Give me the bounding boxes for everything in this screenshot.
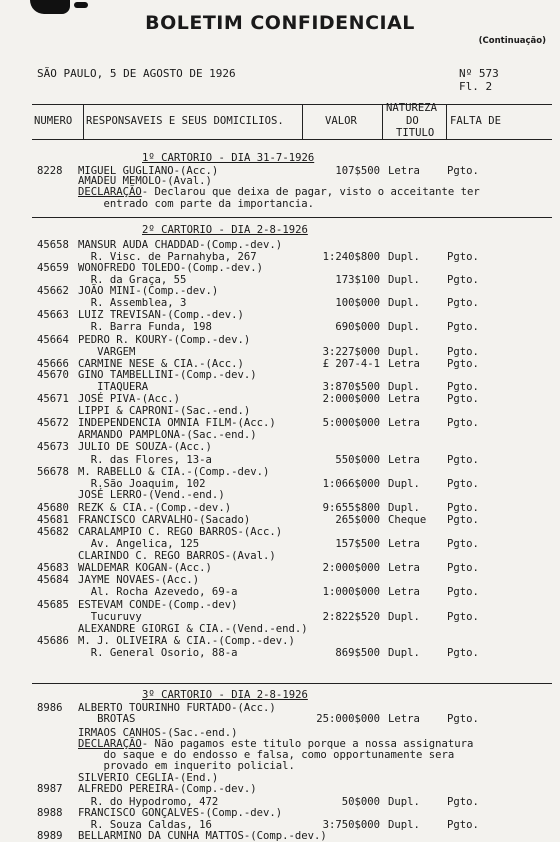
- entry-missing: Pgto.: [447, 393, 479, 405]
- entry-text: ALEXANDRE GIORGI & CIA.-(Vend.-end.): [78, 623, 308, 635]
- page-title: BOLETIM CONFIDENCIAL: [145, 12, 415, 34]
- entry-value: 690$000: [335, 321, 380, 333]
- column-header-natureza-titulo: TITULO: [396, 127, 435, 139]
- entry-text: INDEPENDENCIA OMNIA FILM-(Acc.): [78, 417, 276, 429]
- column-header-valor: VALOR: [325, 115, 357, 127]
- entry-title-type: Letra: [388, 586, 420, 598]
- section-heading-2: 2º CARTORIO - DIA 2-8-1926: [142, 224, 308, 236]
- entry-value: 869$500: [335, 647, 380, 659]
- entry-text: JOSÉ PIVA-(Acc.): [78, 393, 181, 405]
- entry-title-type: Letra: [388, 358, 420, 370]
- column-divider: [302, 104, 303, 139]
- entry-title-type: Dupl.: [388, 611, 420, 623]
- entry-title-type: Dupl.: [388, 819, 420, 831]
- entry-number: 45659: [37, 262, 69, 274]
- entry-missing: Pgto.: [447, 297, 479, 309]
- entry-title-type: Dupl.: [388, 478, 420, 490]
- entry-text: R. General Osorio, 88-a: [78, 647, 238, 659]
- entry-text: R. Assemblea, 3: [78, 297, 187, 309]
- entry-text: LIPPI & CAPRONI-(Sac.-end.): [78, 405, 251, 417]
- entry-value: 100$000: [335, 297, 380, 309]
- column-divider: [382, 104, 383, 139]
- entry-text: R. Souza Caldas, 16: [78, 819, 212, 831]
- entry-missing: Pgto.: [447, 454, 479, 466]
- entry-value: 265$000: [335, 514, 380, 526]
- entry-title-type: Letra: [388, 417, 420, 429]
- column-divider: [83, 104, 84, 139]
- entry-title-type: Letra: [388, 713, 420, 725]
- entry-text: WALDEMAR KOGAN-(Acc.): [78, 562, 212, 574]
- column-header-natureza-do: DO: [406, 115, 419, 127]
- entry-title-type: Dupl.: [388, 321, 420, 333]
- entry-text: ARMANDO PAMPLONA-(Sac.-end.): [78, 429, 257, 441]
- entry-text: SILVERIO CEGLIA-(End.): [78, 772, 219, 784]
- entry-value: 1:066$000: [322, 478, 380, 490]
- continuation-note: (Continuação): [478, 36, 546, 46]
- entry-title-type: Letra: [388, 165, 420, 177]
- entry-title-type: Letra: [388, 538, 420, 550]
- entry-value: 3:227$000: [322, 346, 380, 358]
- entry-text: ALBERTO TOURINHO FURTADO-(Acc.): [78, 702, 276, 714]
- entry-text: R. Visc. de Parnahyba, 267: [78, 251, 257, 263]
- entry-text: REZK & CIA.-(Comp.-dev.): [78, 502, 232, 514]
- entry-title-type: Dupl.: [388, 251, 420, 263]
- entry-title-type: Dupl.: [388, 502, 420, 514]
- entry-text: JULIO DE SOUZA-(Acc.): [78, 441, 212, 453]
- entry-missing: Pgto.: [447, 562, 479, 574]
- entry-value: 5:000$000: [322, 417, 380, 429]
- entry-value: 3:750$000: [322, 819, 380, 831]
- entry-number: 8986: [37, 702, 63, 714]
- entry-missing: Pgto.: [447, 647, 479, 659]
- entry-text: FRANCISCO CARVALHO-(Sacado): [78, 514, 251, 526]
- entry-value: 550$000: [335, 454, 380, 466]
- entry-text: ITAQUERA: [78, 381, 149, 393]
- entry-missing: Pgto.: [447, 514, 479, 526]
- entry-missing: Pgto.: [447, 502, 479, 514]
- header-rule-bottom: [32, 139, 552, 140]
- entry-value: 1:000$000: [322, 586, 380, 598]
- entry-number: 45684: [37, 574, 69, 586]
- entry-missing: Pgto.: [447, 358, 479, 370]
- entry-text: MANSUR AUDA CHADDAD-(Comp.-dev.): [78, 239, 283, 251]
- entry-number: 45664: [37, 334, 69, 346]
- entry-text: do saque e do endosso e falsa, como opportunamente sera: [78, 749, 455, 761]
- entry-number: 45672: [37, 417, 69, 429]
- entry-text: CARALAMPIO C. REGO BARROS-(Acc.): [78, 526, 283, 538]
- entry-value: 2:822$520: [322, 611, 380, 623]
- entry-title-type: Cheque: [388, 514, 427, 526]
- entry-missing: Pgto.: [447, 321, 479, 333]
- entry-number: 45662: [37, 285, 69, 297]
- entry-text: BELLARMINO DA CUNHA MATTOS-(Comp.-dev.): [78, 830, 327, 842]
- entry-text: CARMINE NESE & CIA.-(Acc.): [78, 358, 244, 370]
- entry-missing: Pgto.: [447, 251, 479, 263]
- section-rule: [32, 683, 552, 684]
- entry-missing: Pgto.: [447, 165, 479, 177]
- entry-text: CLARINDO C. REGO BARROS-(Aval.): [78, 550, 276, 562]
- entry-value: 2:000$000: [322, 393, 380, 405]
- entry-text: ESTEVAM CONDE-(Comp.-dev): [78, 599, 238, 611]
- entry-number: 45681: [37, 514, 69, 526]
- entry-number: 45658: [37, 239, 69, 251]
- entry-missing: Pgto.: [447, 819, 479, 831]
- entry-text: ALFREDO PEREIRA-(Comp.-dev.): [78, 783, 257, 795]
- entry-text: Tucuruvy: [78, 611, 142, 623]
- entry-text: DECLARAÇÃO- Declarou que deixa de pagar, visto o acceitante ter: [78, 186, 480, 198]
- entry-number: 8988: [37, 807, 63, 819]
- entry-number: 8987: [37, 783, 63, 795]
- entry-value: 2:000$000: [322, 562, 380, 574]
- entry-text: BROTAS: [78, 713, 136, 725]
- entry-title-type: Dupl.: [388, 796, 420, 808]
- section-heading-1: 1º CARTORIO - DIA 31-7-1926: [142, 152, 315, 164]
- entry-missing: Pgto.: [447, 478, 479, 490]
- entry-title-type: Letra: [388, 454, 420, 466]
- entry-text: JAYME NOVAES-(Acc.): [78, 574, 200, 586]
- entry-value: 9:655$800: [322, 502, 380, 514]
- entry-title-type: Dupl.: [388, 381, 420, 393]
- entry-text: Av. Angelica, 125: [78, 538, 200, 550]
- entry-number: 45670: [37, 369, 69, 381]
- entry-number: 45680: [37, 502, 69, 514]
- entry-text: IRMAOS CANHOS-(Sac.-end.): [78, 727, 238, 739]
- entry-value: 157$500: [335, 538, 380, 550]
- entry-text: Al. Rocha Azevedo, 69-a: [78, 586, 238, 598]
- entry-missing: Pgto.: [447, 796, 479, 808]
- entry-text: JOÃO MINI-(Comp.-dev.): [78, 285, 219, 297]
- entry-missing: Pgto.: [447, 381, 479, 393]
- entry-text: AMADEU MEMOLO-(Aval.): [78, 175, 212, 187]
- column-header-falta: FALTA DE: [450, 115, 502, 127]
- entry-missing: Pgto.: [447, 586, 479, 598]
- column-header-responsaveis: RESPONSAVEIS E SEUS DOMICILIOS.: [86, 115, 284, 127]
- entry-value: 25:000$000: [316, 713, 380, 725]
- entry-missing: Pgto.: [447, 538, 479, 550]
- entry-text: R. das Flores, 13-a: [78, 454, 212, 466]
- entry-missing: Pgto.: [447, 417, 479, 429]
- sheet-number: Fl. 2: [459, 80, 493, 93]
- section-rule: [32, 217, 552, 218]
- entry-number: 45685: [37, 599, 69, 611]
- entry-text: FRANCISCO GONÇALVES-(Comp.-dev.): [78, 807, 283, 819]
- entry-text: M. J. OLIVEIRA & CIA.-(Comp.-dev.): [78, 635, 295, 647]
- column-divider: [446, 104, 447, 139]
- entry-text: WONOFREDO TOLEDO-(Comp.-dev.): [78, 262, 263, 274]
- entry-text: MIGUEL GUGLIANO-(Acc.): [78, 165, 219, 177]
- column-header-numero: NUMERO: [34, 115, 73, 127]
- entry-text: M. RABELLO & CIA.-(Comp.-dev.): [78, 466, 270, 478]
- entry-text: R. Barra Funda, 198: [78, 321, 212, 333]
- entry-title-type: Dupl.: [388, 346, 420, 358]
- entry-value: 3:870$500: [322, 381, 380, 393]
- header-rule-top: [32, 104, 552, 105]
- entry-text: R. do Hypodromo, 472: [78, 796, 219, 808]
- entry-title-type: Letra: [388, 393, 420, 405]
- entry-number: 45682: [37, 526, 69, 538]
- entry-missing: Pgto.: [447, 713, 479, 725]
- entry-missing: Pgto.: [447, 611, 479, 623]
- entry-number: 45663: [37, 309, 69, 321]
- entry-missing: Pgto.: [447, 274, 479, 286]
- entry-title-type: Letra: [388, 562, 420, 574]
- entry-number: 45673: [37, 441, 69, 453]
- ink-blot-mark: [74, 2, 88, 8]
- entry-text: LUIZ TREVISAN-(Comp.-dev.): [78, 309, 244, 321]
- entry-text: provado em inquerito policial.: [78, 760, 295, 772]
- entry-number: 45683: [37, 562, 69, 574]
- entry-value: £ 207-4-1: [322, 358, 380, 370]
- entry-text: VARGEM: [78, 346, 136, 358]
- entry-number: 45666: [37, 358, 69, 370]
- entry-number: 45671: [37, 393, 69, 405]
- entry-number: 45686: [37, 635, 69, 647]
- bulletin-number: Nº 573: [459, 67, 499, 80]
- entry-value: 1:240$800: [322, 251, 380, 263]
- column-header-natureza: NATUREZA: [386, 102, 438, 114]
- entry-value: 173$100: [335, 274, 380, 286]
- place-date: SÃO PAULO, 5 DE AGOSTO DE 1926: [37, 67, 236, 80]
- entry-text: R. da Graça, 55: [78, 274, 187, 286]
- entry-missing: Pgto.: [447, 346, 479, 358]
- entry-number: 8228: [37, 165, 63, 177]
- entry-title-type: Dupl.: [388, 647, 420, 659]
- entry-value: 50$000: [341, 796, 380, 808]
- entry-text: entrado com parte da importancia.: [78, 198, 314, 210]
- entry-number: 8989: [37, 830, 63, 842]
- entry-title-type: Dupl.: [388, 297, 420, 309]
- entry-text: GINO TAMBELLINI-(Comp.-dev.): [78, 369, 257, 381]
- entry-text: DECLARAÇÃO- Não pagamos este titulo porque a nossa assignatura: [78, 738, 474, 750]
- entry-text: PEDRO R. KOURY-(Comp.-dev.): [78, 334, 251, 346]
- entry-text: R.São Joaquim, 102: [78, 478, 206, 490]
- entry-text: JOSÉ LERRO-(Vend.-end.): [78, 489, 225, 501]
- entry-title-type: Dupl.: [388, 274, 420, 286]
- entry-value: 107$500: [335, 165, 380, 177]
- section-heading-3: 3º CARTORIO - DIA 2-8-1926: [142, 689, 308, 701]
- entry-number: 56678: [37, 466, 69, 478]
